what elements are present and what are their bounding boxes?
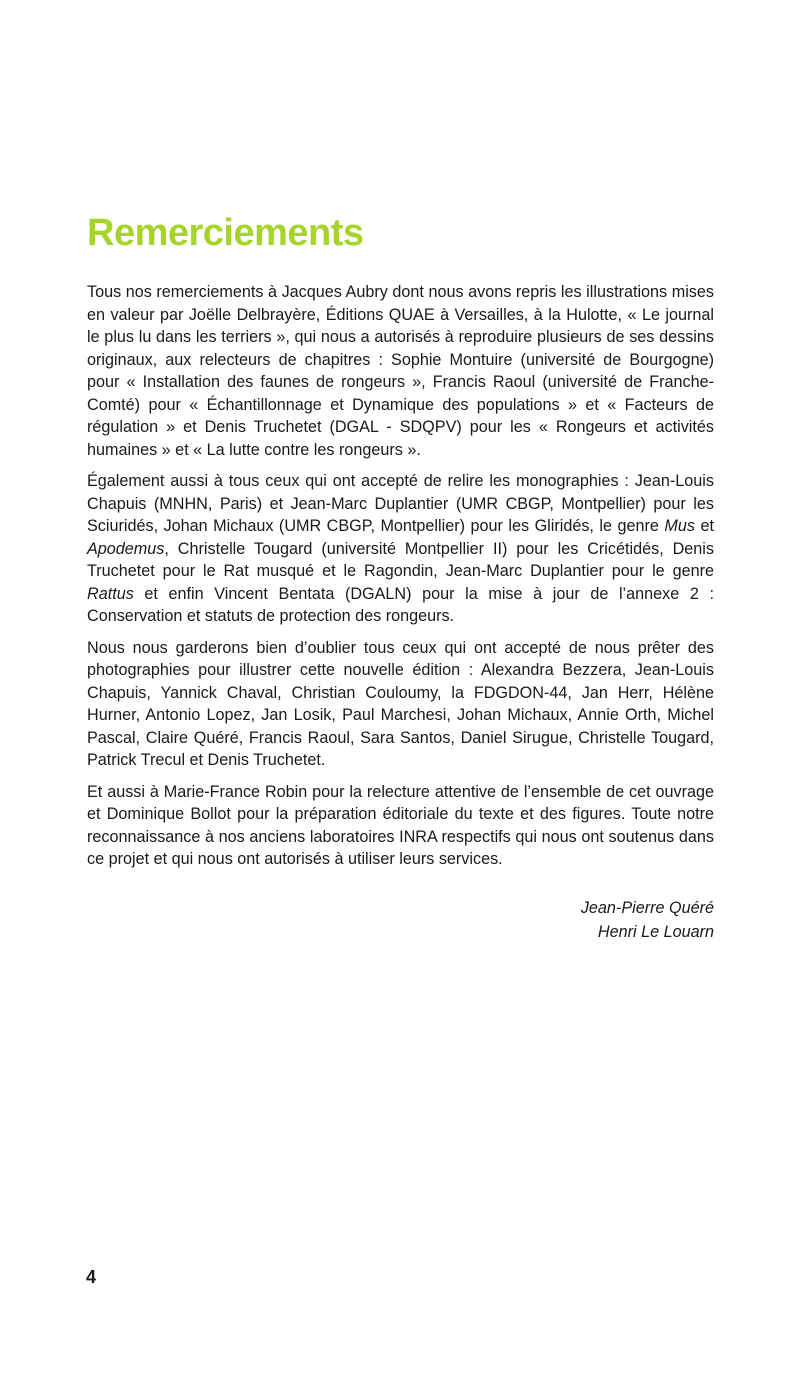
italic-term: Rattus xyxy=(87,584,134,603)
italic-term: Apodemus xyxy=(87,539,165,558)
signature-name: Jean-Pierre Quéré xyxy=(580,899,714,917)
page xyxy=(87,0,714,1400)
paragraph xyxy=(87,637,714,772)
signatures xyxy=(581,896,714,944)
text-run: , Christelle Tougard (université Montpellier II) pour les Cricétidés, Denis Truchetet pour le Rat musqué et le Ragondin, Jean-Marc Duplantier pour le genre xyxy=(87,539,714,580)
page-number: 4 xyxy=(86,1267,97,1287)
text-run: Nous nous garderons bien d’oublier tous ceux qui ont accepté de nous prêter des photographies pour illustrer cette nouvelle édition : Alexandra Bezzera, Jean-Louis Chapuis, Yannick Chaval, Christian Couloumy, la FDGDON-44, Jan Herr, Hélène Hurner, Antonio Lopez, Jan Losik, Paul Marchesi, Johan Michaux, Annie Orth, Michel Pascal, Claire Quéré, Francis Raoul, Sara Santos, Daniel Sirugue, Christelle Tougard, Patrick Trecul et Denis Truchetet. xyxy=(87,638,714,769)
signature-name: Henri Le Louarn xyxy=(597,923,714,941)
text-run: et xyxy=(695,517,714,535)
text-run: Et aussi à Marie-France Robin pour la relecture attentive de l’ensemble de cet ouvrage et Dominique Bollot pour la préparation éditoriale du texte et des figures. Toute notre reconnaissance à nos anciens laboratoires INRA respectifs qui nous ont soutenus dans ce projet et qui nous ont autorisés à utiliser leurs services. xyxy=(87,782,714,868)
text-run: et enfin Vincent Bentata (DGALN) pour la mise à jour de l’annexe 2 : Conservation et statuts de protection des rongeurs. xyxy=(87,584,714,625)
text-run: Également aussi à tous ceux qui ont accepté de relire les monographies : Jean-Louis Chapuis (MNHN, Paris) et Jean-Marc Duplantier (UMR CBGP, Montpellier) pour les Sciuridés, Johan Michaux (UMR CBGP, Montpellier) pour les Gliridés, le genre xyxy=(87,472,714,535)
page-title: Remerciements xyxy=(87,212,364,254)
body-text xyxy=(87,281,714,880)
paragraph xyxy=(87,470,714,628)
paragraph xyxy=(87,281,714,461)
italic-term: Mus xyxy=(664,517,695,535)
paragraph xyxy=(87,781,714,871)
text-run: Tous nos remerciements à Jacques Aubry dont nous avons repris les illustrations mises en valeur par Joëlle Delbrayère, Éditions QUAE à Versailles, à la Hulotte, « Le journal le plus lu dans les terriers », qui nous a autorisés à reproduire plusieurs de ses dessins originaux, aux relecteurs de chapitres : Sophie Montuire (université de Bourgogne) pour « Installation des faunes de rongeurs », Francis Raoul (université de Franche-Comté) pour « Échantillonnage et Dynamique des populations » et « Facteurs de régulation » et Denis Truchetet (DGAL - SDQPV) pour les « Rongeurs et activités humaines » et « La lutte contre les rongeurs ». xyxy=(87,283,714,459)
